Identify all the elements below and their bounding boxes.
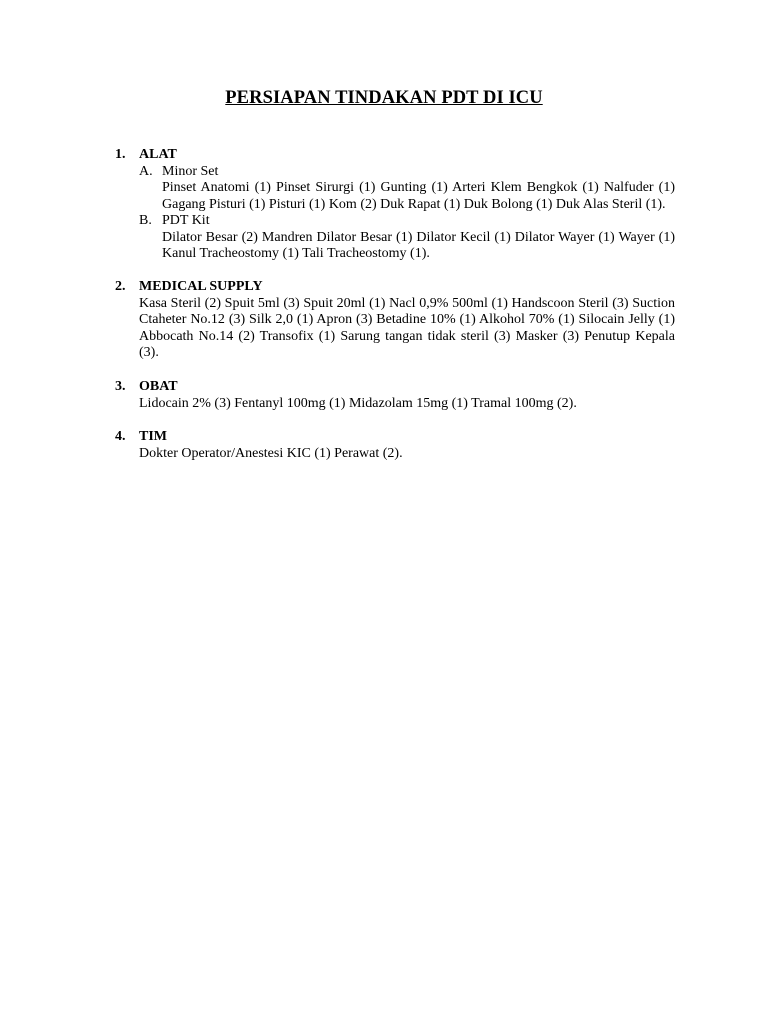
subsection-text: Dilator Besar (2) Mandren Dilator Besar (1) Dilator Kecil (1) Dilator Wayer (1) Wayer (1) Kanul Tracheostomy (1) Tali Tracheostomy (1). [162, 229, 675, 261]
section-title: MEDICAL SUPPLY [139, 279, 263, 294]
section-text: Lidocain 2% (3) Fentanyl 100mg (1) Midazolam 15mg (1) Tramal 100mg (2). [139, 395, 577, 411]
section-title: TIM [139, 429, 167, 444]
section-number: 2. [115, 279, 126, 294]
subsection-letter: B. [139, 213, 152, 228]
section-number: 4. [115, 429, 126, 444]
section-heading [115, 429, 675, 446]
section-heading [115, 379, 675, 396]
section-heading [115, 279, 675, 296]
subsection-title: PDT Kit [162, 213, 210, 228]
section-heading [115, 147, 675, 164]
subsection-text: Pinset Anatomi (1) Pinset Sirurgi (1) Gunting (1) Arteri Klem Bengkok (1) Nalfuder (1) Gagang Pisturi (1) Pisturi (1) Kom (2) Duk Rapat (1) Duk Bolong (1) Duk Alas Steril (1). [162, 180, 675, 212]
section-alat [115, 147, 675, 263]
section-tim [115, 429, 675, 462]
section-body [139, 164, 675, 263]
subsection-heading [139, 164, 675, 181]
section-title: ALAT [139, 147, 177, 162]
section-text: Dokter Operator/Anestesi KIC (1) Perawat (2). [139, 445, 403, 461]
document-title: PERSIAPAN TINDAKAN PDT DI ICU [225, 88, 543, 108]
section-number: 3. [115, 379, 126, 394]
subsection-heading [139, 213, 675, 230]
subsection-title: Minor Set [162, 163, 219, 179]
section-medical-supply [115, 279, 675, 362]
section-obat [115, 379, 675, 412]
section-number: 1. [115, 147, 126, 162]
subsection-letter: A. [139, 163, 153, 179]
section-text: Kasa Steril (2) Spuit 5ml (3) Spuit 20ml (1) Nacl 0,9% 500ml (1) Handscoon Steril (3) Suction Ctaheter No.12 (3) Silk 2,0 (1) Apron (3) Betadine 10% (1) Alkohol 70% (1) Silocain Jelly (1) Abbocath No.14 (2) Transofix (1) Sarung tangan tidak steril (3) Masker (3) Penutup Kepala (3). [139, 295, 675, 360]
section-title: OBAT [139, 379, 178, 394]
